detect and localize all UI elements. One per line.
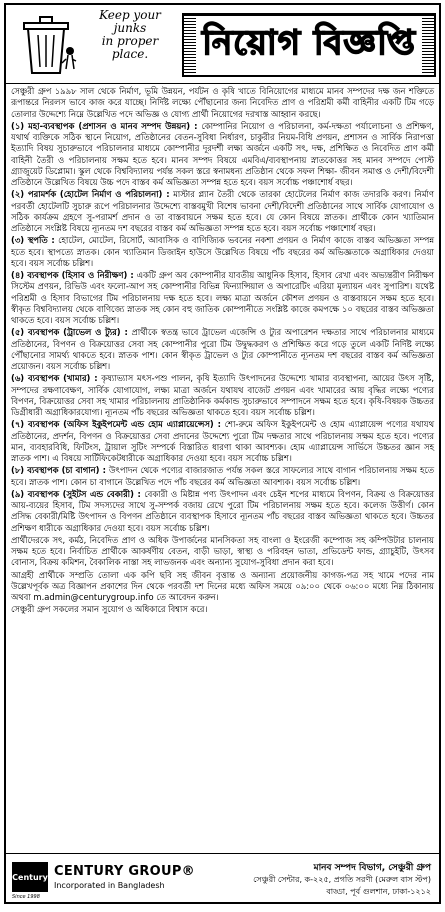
advertisement	[4, 3, 441, 904]
position-text: কোম্পানির নিয়োগ ও পরিচালনা, কর্ম-দক্ষতা পর্যালোচনা ও প্রশিক্ষণ, যথার্থ ব্যক্তিকে সঠিক স্থানে নিয়োগ, প্রতিষ্ঠানের বেতন-সুবিধা নির্ধারণ, চাকুরীর নিয়ম-বিধি প্রণয়ন, প্রশাসন ও সার্বিক নিরাপত্তা ইত্যাদি বিষয় সুচারুভাবে পরিচালনার মাধ্যমে কোম্পানীর দূরদর্শী লক্ষ্য অর্জনে একটি সৎ, দক্ষ, প্রশিক্ষিত ও নিবেদিত প্রাণ কর্মী বাহিনী তৈরী ও পরিচালনায় সক্ষম হতে হবে। মানব সম্পদ বিষয়ে এমবিএ/ব্যবস্থাপনায় স্নাতকোত্তর সহ মানব সম্পদে পোস্ট গ্র্যাজুয়েট ডিপ্লোমা। স্কুল থেকে বিশ্ববিদ্যালয় পর্যন্ত সকল স্তরে স্বনামধন্য প্রতিষ্ঠান থেকে সফল শিক্ষা- জীবন সমাপ্ত ও দেশী/বিদেশী প্রতিষ্ঠানে উল্লেখিত বিষয়ে উচ্চ পদে বাস্তব কর্ম অভিজ্ঞতা সম্পন্ন হতে হবে। বয়স সর্বোচ্চ পঞ্চাশোর্ধ বছর।	[11, 120, 435, 187]
motto	[84, 9, 176, 61]
position-heading: (৫) ব্যবস্থাপক (ট্রাভেল ও ট্যুর) :	[11, 327, 128, 338]
position-section	[11, 235, 434, 269]
position-section	[11, 465, 434, 488]
position-text: কৃষ্যাভ্যাস মৎস-পশু পালন, কৃষি ইত্যাদি উৎপাদনের উদ্দেশ্যে খামার ব্যবস্থাপনা, আয়ের উৎস সৃষ্টি, সম্পদের রক্ষণাবেক্ষণ, সার্বিক যোগাযোগ, লক্ষ্য মাত্রা অর্জনে যথাযথ বাজেট প্রণয়ন এবং খামারের আয় বৃদ্ধির লক্ষ্যে পণ্যের বিপণন, বিক্রয়োত্তর সেবা সহ খামার পরিচালনায় প্রাতিষ্ঠানিক কর্মকান্ড সুচারুভাবে সম্পাদনে সক্ষম হতে হবে। কৃষি-বিষয়ক উচ্চতর ডিগ্রীধারী অগ্রাধিকারযোগ্য। ন্যূনতম পাঁচ বছরের অভিজ্ঞতা থাকতে হবে। বয়স সর্বোচ্চ চল্লিশ।	[11, 373, 434, 417]
position-heading: (৯) ব্যবস্থাপক (সুইটস এন্ড বেকারী) :	[11, 488, 141, 499]
position-text: হোটেল, মোটেল, রিসোর্ট, আবাসিক ও বাণিজ্যিক ভবনের নকশা প্রণয়ন ও নির্মাণ কাজে বাস্তব অভিজ্ঞতা সম্পন্ন হতে হবে। স্থাপত্যে স্নাতক। কোন খ্যাতিমান ডিজাইন হাউসে উল্লেখিত বিষয়ে পাঁচ বছরের কর্ম অভিজ্ঞতাকে অগ্রাধিকার দেওয়া হবে। বয়স সর্বোচ্চ চল্লিশ।	[11, 235, 434, 268]
motto-line: Keep your	[99, 8, 161, 22]
motto-line: junks	[113, 21, 147, 35]
footer	[6, 853, 439, 902]
department-name: মানব সম্পদ বিভাগ, সেঞ্চুরী গ্রুপ	[313, 863, 431, 873]
position-text: বেকারী ও মিষ্টান্ন পণ্য উৎপাদন এবং চেইন শপের মাধ্যমে বিপণন, বিক্রয় ও বিক্রয়োত্তর আয়-ব্যয়ের হিসাব, টিম সদস্যদের সাথে সু-সম্পর্ক বজায় রেখে পুরো টিম পরিচালনায় সক্ষম হতে হবে। কলেজ উত্তীর্ণ। কোন প্রসিদ্ধ বেকারী/মিষ্টি উৎপাদন ও বিপণন প্রতিষ্ঠানে ব্যবস্থাপক হিসাবে ন্যূনতম পাঁচ বছরের বাস্তব অভিজ্ঞতা থাকতে হবে। উচ্চতর প্রশিক্ষণ ধারীকে অগ্রাধিকার দেওয়া হবে। বয়স সর্বোচ্চ চল্লিশ।	[11, 488, 434, 533]
address-line: বাড্ডা, পূর্ব গুলশান, ঢাকা-১২১২	[326, 887, 431, 896]
position-text: উৎপাদন থেকে পণ্যের বাজারজাত পর্যন্ত সকল স্তরে সাফল্যের সাথে বাগান পরিচালনায় সক্ষম হতে হবে। স্নাতক পাশ। কোন চা বাগানে উল্লেখিত পদে পাঁচ বছরের কর্ম অভিজ্ঞতা আবশ্যক। বয়স সর্বোচ্চ চল্লিশ।	[11, 465, 435, 487]
motto-line: place.	[111, 47, 149, 61]
brand-name: CENTURY GROUP®	[54, 864, 195, 879]
general-terms: প্রার্থীদেরকে সৎ, কর্মঠ, নিবেদিত প্রাণ ও অধিক উপার্জনের মানসিকতা সহ বাংলা ও ইংরেজী কম্পোজ সহ কম্পিউটার চালনায় সক্ষম হতে হবে। নির্বাচিত প্রার্থীকে আকর্ষণীয় বেতন, বাড়ী ভাড়া, স্বাস্থ্য ও পরিবহন ভাতা, প্রভিডেন্ট ফান্ড, গ্র্যাচুইটি, উৎসব বোনাস, বিক্রয় কমিশন, বৈকালিক নাস্তা সহ লাভজনক এবং অন্যান্য সুযোগ-সুবিধা প্রদান করা হবে।	[11, 534, 434, 568]
trash-bin-icon	[14, 11, 78, 77]
notice-body	[6, 84, 439, 616]
company-logo: Century	[12, 862, 48, 892]
position-section	[11, 373, 434, 418]
position-heading: (৭) ব্যবস্থাপক (অফিস ইকুইপমেন্ট এন্ড হোম এ্যাপ্লায়েন্সেস) :	[11, 419, 221, 430]
position-section	[11, 419, 434, 464]
position-section	[11, 189, 434, 234]
position-section	[11, 270, 434, 326]
position-section	[11, 327, 434, 372]
position-section	[11, 121, 434, 189]
position-heading: (৩) স্থপতি :	[11, 235, 55, 246]
position-text: একটি গ্রুপ অব কোম্পানীর যাবতীয় আধুনিক হিসাব, হিসাব রেখা এবং অভ্যন্তরীণ নিরীক্ষণ সিস্টেম প্রণয়ন, রিভিউ এবং ফলো-আপ সহ কোম্পানীর বিভিন্ন ফিন্যান্সিয়াল ও অপারেটিং এরিয়া মূল্যায়ন এবং সুপারিশ। যথেষ্ট পরিশ্রমী ও হিসাব বিভাগের টিম পরিচালনায় দক্ষ হতে হবে। লক্ষ্য মাত্রা অর্জনে কৌশল প্রণয়ন ও বাস্তবায়নে সক্ষম হতে হবে। স্বীকৃত বিশ্ববিদ্যালয় থেকে বাণিজ্যে স্নাতক সহ কোন বহু জাতিক কোম্পানীতে সংশ্লিষ্ট কাজে কমপক্ষে ১০ বছরের বাস্তব অভিজ্ঞতা থাকতে হবে। বয়স সর্বোচ্চ চল্লিশ।	[11, 270, 434, 325]
logo-tagline: Since 1998	[12, 894, 40, 900]
address-line: সেঞ্চুরী সেন্টার, ক-২২৫, প্রগতি সরণী (মেরুল বাস স্টপ)	[253, 875, 431, 884]
position-text: মাস্টার প্ল্যান তৈরী থেকে তারকা হোটেলের নির্মাণ কাজ তদারকি করণ। নির্মাণ পরবর্তী হোটেলটি সুচারু রূপে পরিচালনার উদ্দেশ্যে বাস্তবমুখী বিশেষ ভাবনা দেশী/বিদেশী প্রতিষ্ঠানের সাথে সার্বিক যোগাযোগ ও সঠিক কার্যক্রম গ্রহণে সু-পরামর্শ প্রদান ও তা বাস্তবায়নে সক্ষম হতে হবে। যে কোন বিষয়ে স্নাতক। প্রার্থীকে কোন খ্যাতিমান প্রতিষ্ঠানে সংশ্লিষ্ট বিষয়ে ন্যূনতম দশ বছরের বাস্তব কর্ম অভিজ্ঞতা সম্পন্ন হতে হবে। বয়স সর্বোচ্চ পঞ্চাশোর্ধ বছর।	[11, 189, 434, 233]
header	[6, 5, 439, 84]
position-text: শো-রুমে অফিস ইকুইপমেন্ট ও হোম এ্যাপ্লায়েন্স পণ্যের যথাযথ প্রতিষ্ঠানের, প্রদর্শন, বিপণন ও বিক্রয়োত্তর সেবা প্রদানের উদ্দেশ্যে পুরো টিম দক্ষতার সাথে পরিচালনায় সক্ষম হতে হবে। পণ্যের মান, ব্যবহারবিধি, ফিটিংস, ট্রায়াল সুটিং সম্পর্কে বিস্তারিত ধারণা থাকা আবশ্যক। হোম এ্যাপ্লায়েন্স সার্ভিসে উচ্চতর জ্ঞান সহ স্নাতক পাশ। এ বিষয়ে সার্টিফিকেটধারীকে অগ্রাধিকার দেওয়া হবে। বয়স সর্বোচ্চ চল্লিশ।	[11, 419, 434, 463]
position-section	[11, 489, 434, 534]
position-heading: (৮) ব্যবস্থাপক (চা বাগান) :	[11, 465, 106, 476]
page-title: নিয়োগ বিজ্ঞপ্তি	[196, 17, 422, 74]
position-heading: (৬) ব্যবস্থাপক (খামার) :	[11, 373, 98, 384]
intro-paragraph: সেঞ্চুরী গ্রুপ ১৯৯৮ সাল থেকে নির্মাণ, ভূমি উন্নয়ন, পর্যটন ও কৃষি খাতে বিনিয়োগের মাধ্যমে মানব সম্পদের দক্ষ জন শক্তিতে রূপান্তরে নিরলস ভাবে কাজ করে যাচ্ছে। নির্দিষ্ট লক্ষ্যে পৌঁছানোর জন্য নিবেদিত প্রাণ ও পরিশ্রমী কর্মী বাহিনীর একটি টিম গড়ে তোলার উদ্দেশ্যে নিম্নে উল্লেখিত পদে অভিজ্ঞ ও যোগ্য প্রার্থী নিয়োগের দরখাস্ত আহ্বান করছে।	[11, 86, 434, 119]
motto-line: in proper	[101, 34, 159, 48]
position-text: প্রার্থীকে স্বতন্ত্র ভাবে ট্রাভেল এজেন্সি ও ট্যুর অপারেশন দক্ষতার সাথে পরিচালনার মাধ্যমে প্রতিষ্ঠানের, বিপণন ও বিক্রয়োত্তর সেবা সহ কোম্পানীর পুরো টিম উদ্বুদ্ধকরণ ও প্রশিক্ষিত করে গড়ে তুলে একটি নির্দিষ্ট লক্ষ্যে পৌঁছানোর সামর্থ্য থাকতে হবে। স্নাতক পাশ। কোন স্বীকৃত ট্রাভেল ও ট্যুর কোম্পানীতে ন্যূনতম দশ বছরের বাস্তব কর্ম অভিজ্ঞতা প্রয়োজন। বয়স সর্বোচ্চ চল্লিশ।	[11, 327, 434, 371]
position-heading: (২) পরামর্শক (হোটেল নির্মাণ ও পরিচালনা) :	[11, 189, 170, 200]
position-heading: (১) মহা-ব্যবস্থাপক (প্রশাসন ও মানব সম্পদ উন্নয়ন) :	[11, 120, 198, 131]
title-banner	[182, 13, 436, 77]
closing-statement: সেঞ্চুরী গ্রুপ সকলের সমান সুযোগ ও অধিকারে বিশ্বাস করে।	[11, 604, 208, 615]
position-heading: (৪) ব্যবস্থাপক (হিসাব ও নিরীক্ষণ) :	[11, 270, 134, 280]
brand-subtitle: Incorporated in Bangladesh	[54, 881, 165, 890]
application-instructions: আগ্রহী প্রার্থীকে সম্প্রতি তোলা এক কপি ছবি সহ জীবন বৃত্তান্ত ও অন্যান্য প্রয়োজনীয় কাগজ-পত্র সহ খামে পদের নাম উল্লেখপূর্বক অত্র বিজ্ঞাপন প্রকাশের দিন থেকে পরবর্তী দশ দিনের মধ্যে অফিস সময়ে ০৯:০০ থেকে ০৬:০০ মধ্যে নিম্ন ঠিকানায় অথবা m.admin@centurygroup.info তে আবেদন করুন।	[11, 569, 434, 602]
